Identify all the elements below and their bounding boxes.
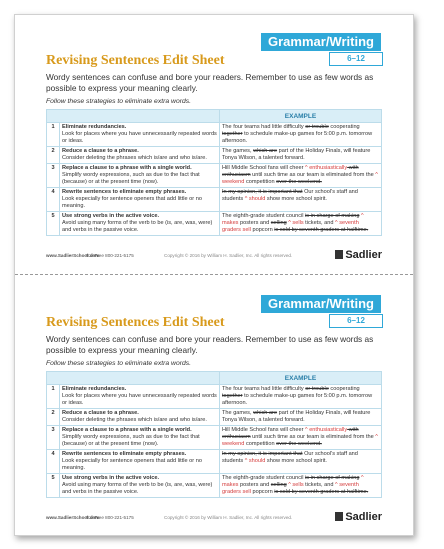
example-text: The games, (222, 148, 254, 154)
footer-phone: Toll-Free 800-221-5175 (86, 253, 134, 258)
example-text: Hill Middle School fans will cheer (222, 165, 306, 171)
deleted-text: over the weekend. (276, 179, 322, 185)
example-text: cooperating (328, 386, 360, 392)
example-text: Our school's staff and students (222, 451, 358, 464)
deleted-text: or trouble (305, 124, 329, 130)
strategy-heading: Rewrite sentences to eliminate empty phrases. (62, 451, 187, 457)
strategy-header (47, 110, 220, 123)
example-text: tickets, and (303, 482, 336, 488)
inserted-text: ^ sells (286, 482, 304, 488)
deleted-text: selling (270, 482, 287, 488)
example-cell (220, 474, 382, 498)
strategy-cell (60, 385, 220, 409)
strategy-number: 1 (47, 123, 60, 147)
sheet-copy-top (15, 15, 413, 273)
inserted-text: ^ enthusiastically (305, 427, 348, 433)
strategy-number: 4 (47, 188, 60, 212)
deleted-text: is in charge of making (305, 475, 360, 481)
strategy-number: 2 (47, 147, 60, 164)
example-text: part of the Holiday Finals, will feature Tonya Wilson, a talented forward. (222, 148, 371, 161)
table-row (47, 123, 382, 147)
strategy-detail: Simplify wordy expressions, such as due to the fact that (because) or at the present time (now). (62, 434, 200, 447)
deleted-text: together (222, 131, 243, 137)
example-text: The four teams had little difficulty (222, 386, 306, 392)
inserted-text: ^ seventh graders sell (222, 220, 359, 233)
strategy-heading: Eliminate redundancies. (62, 124, 127, 130)
table-row (47, 409, 382, 426)
deleted-text: which are (253, 148, 278, 154)
example-text: popcorn (250, 227, 275, 233)
inserted-text: ^ enthusiastically (305, 165, 348, 171)
sheet-copy-bottom (15, 277, 413, 535)
table-row (47, 188, 382, 212)
table-row (47, 426, 382, 450)
brand-logo (335, 249, 382, 261)
strategy-detail: Look especially for sentence openers that add little or no meaning. (62, 458, 202, 471)
example-text: competition (244, 179, 277, 185)
deleted-text: In my opinion, it is important that (222, 189, 303, 195)
example-text: The games, (222, 410, 254, 416)
footer-copyright: Copyright © 2016 by William H. Sadlier, Inc. All rights reserved. (164, 515, 293, 520)
example-cell (220, 123, 382, 147)
strategy-detail: Consider deleting the phrases which is/are and who is/are. (62, 417, 207, 423)
example-cell (220, 426, 382, 450)
example-cell (220, 188, 382, 212)
inserted-text: ^ should (244, 458, 266, 464)
brand-name: Sadlier (345, 249, 382, 261)
strategy-header (47, 372, 220, 385)
strategy-detail: Simplify wordy expressions, such as due to the fact that (because) or at the present time (now). (62, 172, 200, 185)
strategy-detail: Avoid using many forms of the verb to be (is, are, was, were) and verbs in the passive voice. (62, 482, 213, 495)
strategy-number: 4 (47, 450, 60, 474)
example-text: popcorn (250, 489, 275, 495)
brand-name: Sadlier (345, 511, 382, 523)
strategy-cell (60, 409, 220, 426)
example-text: cooperating (328, 124, 360, 130)
strategy-heading: Reduce a clause to a phrase. (62, 148, 139, 154)
deleted-text: with enthusiasm (222, 165, 359, 178)
sheet-title: Revising Sentences Edit Sheet (46, 53, 225, 68)
table-row (47, 385, 382, 409)
deleted-text: or trouble (305, 386, 329, 392)
deleted-text: which are (253, 410, 278, 416)
strategy-number: 1 (47, 385, 60, 409)
strategy-cell (60, 450, 220, 474)
example-cell (220, 147, 382, 164)
strategy-heading: Rewrite sentences to eliminate empty phrases. (62, 189, 187, 195)
example-text: show more school spirit. (265, 458, 327, 464)
strategy-detail: Look for places where you have unnecessarily repeated words or ideas. (62, 393, 217, 406)
deleted-text: In my opinion, it is important that (222, 451, 303, 457)
strategy-heading: Replace a clause to a phrase with a single world. (62, 165, 192, 171)
example-text: posters and (238, 220, 271, 226)
instructions-text: Follow these strategies to eliminate extra words. (46, 360, 192, 367)
deleted-text: is in charge of making (305, 213, 360, 219)
logo-icon (335, 512, 343, 521)
sheet-title: Revising Sentences Edit Sheet (46, 315, 225, 330)
page-footer (46, 251, 382, 263)
inserted-text: ^ makes (222, 213, 364, 226)
strategy-heading: Use strong verbs in the active voice. (62, 213, 159, 219)
inserted-text: ^ should (244, 196, 266, 202)
table-row (47, 147, 382, 164)
inserted-text: ^ sells (286, 220, 304, 226)
strategy-detail: Look for places where you have unnecessarily repeated words or ideas. (62, 131, 217, 144)
deleted-text: with enthusiasm (222, 427, 359, 440)
strategy-number: 3 (47, 164, 60, 188)
deleted-text: is sold by seventh graders at halftime. (274, 227, 369, 233)
example-text: part of the Holiday Finals, will feature Tonya Wilson, a talented forward. (222, 410, 371, 423)
example-text: to schedule make-up games for 5:00 p.m. tomorrow afternoon. (222, 393, 373, 406)
example-text: tickets, and (303, 220, 336, 226)
example-text: The eighth-grade student council (222, 475, 306, 481)
category-banner: Grammar/Writing (261, 33, 381, 51)
strategy-cell (60, 188, 220, 212)
strategy-cell (60, 164, 220, 188)
example-text: The four teams had little difficulty (222, 124, 306, 130)
strategy-cell (60, 147, 220, 164)
example-text: until such time as our team is eliminated from the (250, 172, 376, 178)
example-text: competition (244, 441, 277, 447)
category-banner: Grammar/Writing (261, 295, 381, 313)
strategy-number: 2 (47, 409, 60, 426)
strategy-detail: Avoid using many forms of the verb to be (is, are, was, were) and verbs in the passive voice. (62, 220, 213, 233)
strategy-number: 3 (47, 426, 60, 450)
worksheet-page (14, 14, 414, 536)
strategy-heading: Reduce a clause to a phrase. (62, 410, 139, 416)
intro-text: Wordy sentences can confuse and bore your readers. Remember to use as few words as possible to express your meaning clearly. (46, 72, 374, 93)
logo-icon (335, 250, 343, 259)
example-text: posters and (238, 482, 271, 488)
strategy-heading: Eliminate redundancies. (62, 386, 127, 392)
example-cell (220, 164, 382, 188)
page-footer (46, 513, 382, 525)
example-text: until such time as our team is eliminated from the (250, 434, 376, 440)
grade-badge: 6–12 (329, 314, 383, 328)
footer-phone: Toll-Free 800-221-5175 (86, 515, 134, 520)
example-text: Hill Middle School fans will cheer (222, 427, 306, 433)
instructions-text: Follow these strategies to eliminate extra words. (46, 98, 192, 105)
inserted-text: ^ seventh graders sell (222, 482, 359, 495)
strategy-number: 5 (47, 474, 60, 498)
grade-badge: 6–12 (329, 52, 383, 66)
strategy-cell (60, 212, 220, 236)
example-cell (220, 409, 382, 426)
example-cell (220, 212, 382, 236)
table-row (47, 212, 382, 236)
footer-website: www.SadlierSchool.com (46, 515, 100, 520)
footer-copyright: Copyright © 2016 by William H. Sadlier, Inc. All rights reserved. (164, 253, 293, 258)
example-header: EXAMPLE (220, 372, 382, 385)
brand-logo (335, 511, 382, 523)
example-cell (220, 450, 382, 474)
deleted-text: together (222, 393, 243, 399)
strategies-table (46, 109, 382, 236)
strategy-cell (60, 474, 220, 498)
intro-text: Wordy sentences can confuse and bore your readers. Remember to use as few words as possible to express your meaning clearly. (46, 334, 374, 355)
footer-website: www.SadlierSchool.com (46, 253, 100, 258)
table-row (47, 474, 382, 498)
table-row (47, 164, 382, 188)
example-header: EXAMPLE (220, 110, 382, 123)
inserted-text: ^ weekend (222, 434, 378, 447)
cut-line (15, 274, 413, 275)
strategy-cell (60, 426, 220, 450)
deleted-text: is sold by seventh graders at halftime. (274, 489, 369, 495)
inserted-text: ^ weekend (222, 172, 378, 185)
example-text: show more school spirit. (265, 196, 327, 202)
example-cell (220, 385, 382, 409)
strategy-cell (60, 123, 220, 147)
strategy-detail: Consider deleting the phrases which is/are and who is/are. (62, 155, 207, 161)
strategy-heading: Replace a clause to a phrase with a single world. (62, 427, 192, 433)
strategy-number: 5 (47, 212, 60, 236)
inserted-text: ^ makes (222, 475, 364, 488)
strategy-detail: Look especially for sentence openers that add little or no meaning. (62, 196, 202, 209)
deleted-text: over the weekend. (276, 441, 322, 447)
example-text: The eighth-grade student council (222, 213, 306, 219)
table-row (47, 450, 382, 474)
strategies-table (46, 371, 382, 498)
example-text: to schedule make-up games for 5:00 p.m. tomorrow afternoon. (222, 131, 373, 144)
deleted-text: selling (270, 220, 287, 226)
example-text: Our school's staff and students (222, 189, 358, 202)
strategy-heading: Use strong verbs in the active voice. (62, 475, 159, 481)
